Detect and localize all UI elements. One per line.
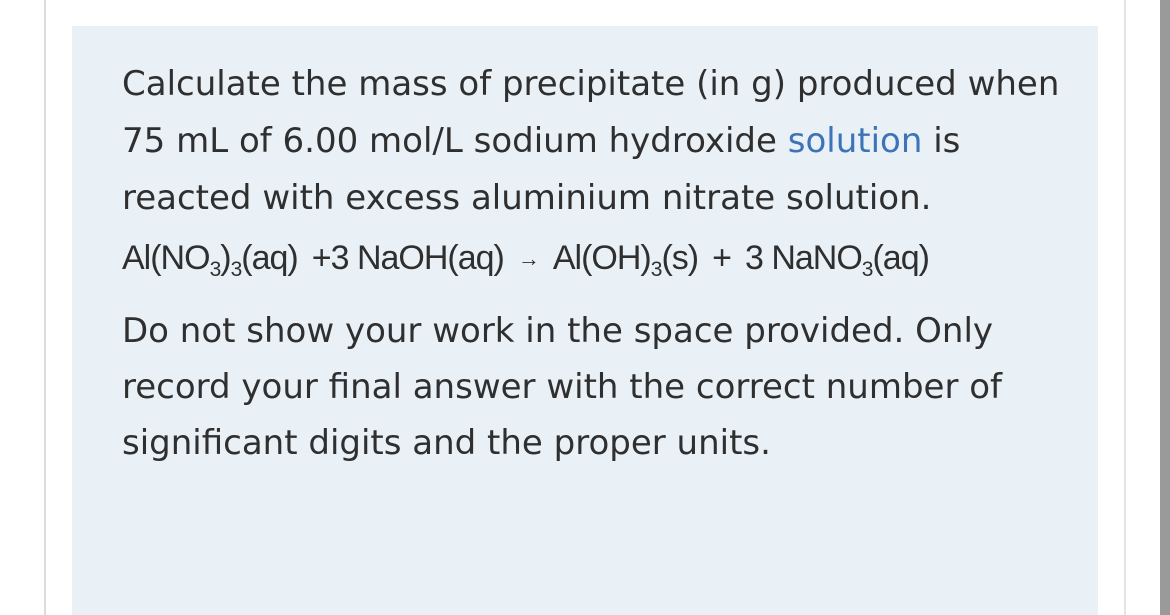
eq-product1-state: (s) [661,239,699,277]
eq-product2-part: 3 NaNO [744,239,862,277]
question-prompt [122,56,1082,227]
prompt-text-start: Calculate the mass of precipitate (in g) produced when 75 mL of 6.00 mol/L sodium hydroxide [122,64,1060,161]
eq-subscript: 3 [209,258,221,281]
eq-product1-part: Al(OH) [552,239,651,277]
eq-reactant1-part: Al(NO [122,239,210,277]
eq-reactant1-state: (aq) [241,239,298,277]
eq-plus: + [311,239,331,277]
eq-subscript: 3 [650,258,662,281]
reaction-arrow-icon: → [517,246,539,271]
eq-subscript: 3 [230,258,242,281]
eq-plus: + [712,239,731,277]
solution-link[interactable]: solution [787,121,923,161]
eq-reactant2: 3 NaOH(aq) [330,239,504,277]
eq-reactant1-part: ) [220,239,231,277]
scrollbar-track[interactable] [1160,0,1170,615]
right-border [1124,0,1126,615]
chemical-equation [122,227,1082,289]
eq-product2-state: (aq) [872,239,929,277]
prompt-text-end: is reacted with excess aluminium nitrate solution. [122,121,961,218]
eq-subscript: 3 [861,258,873,281]
answer-instructions: Do not show your work in the space provided. Only record your final answer with the correct number of significant digits and the proper units. [122,311,1003,463]
left-border [44,0,46,615]
question-content [122,56,1082,471]
